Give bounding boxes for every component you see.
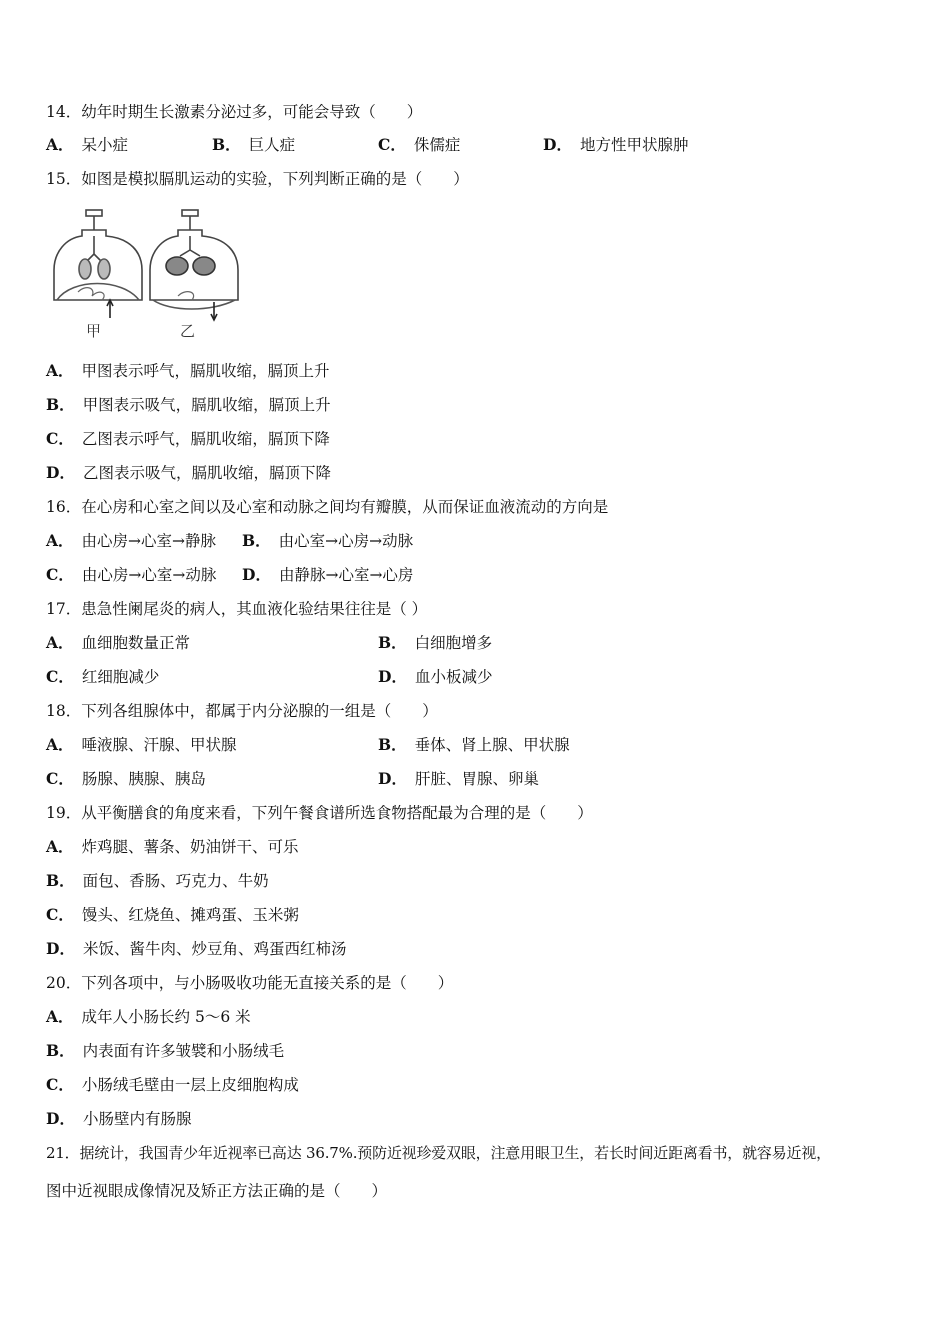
q16-option-d: D． 由静脉→心室→心房 [242,565,414,584]
jar-jia [54,210,142,318]
q18-option-c: C． 肠腺、胰腺、胰岛 [46,769,206,788]
q15-option-c: C． 乙图表示呼气，膈肌收缩，膈顶下降 [46,429,330,448]
q17-stem: 17．患急性阑尾炎的病人，其血液化验结果往往是（ ） [46,600,428,618]
jar-yi [150,210,238,320]
q14-option-d: D． 地方性甲状腺肿 [543,135,689,154]
q20-option-a: A． 成年人小肠长约 5～6 米 [46,1007,251,1026]
q18-option-b: B． 垂体、肾上腺、甲状腺 [378,735,570,754]
q20-option-c: C． 小肠绒毛壁由一层上皮细胞构成 [46,1075,299,1094]
q19-option-c: C． 馒头、红烧鱼、摊鸡蛋、玉米粥 [46,905,299,924]
q17-option-b: B． 白细胞增多 [378,633,493,652]
q17-option-d: D． 血小板减少 [378,667,493,686]
diaphragm-model-figure [52,208,282,343]
q15-option-a: A． 甲图表示呼气，膈肌收缩，膈顶上升 [46,361,330,380]
q18-stem: 18．下列各组腺体中，都属于内分泌腺的一组是（ ） [46,702,438,720]
q19-stem: 19．从平衡膳食的角度来看，下列午餐食谱所选食物搭配最为合理的是（ ） [46,804,593,822]
q15-option-d: D． 乙图表示吸气，膈肌收缩，膈顶下降 [46,463,331,482]
jar-jia-label: 甲 [86,322,102,340]
q18-option-a: A． 唾液腺、汗腺、甲状腺 [46,735,237,754]
q15-option-b: B． 甲图表示吸气，膈肌收缩，膈顶上升 [46,395,331,414]
q21-stem-line1: 21．据统计，我国青少年近视率已高达 36.7%.预防近视珍爱双眼，注意用眼卫生，若长时间近距离看书，就容易近视， [46,1144,831,1162]
q14-stem: 14．幼年时期生长激素分泌过多，可能会导致（ ） [46,103,423,121]
q20-option-d: D． 小肠壁内有肠腺 [46,1109,192,1128]
q14-option-c: C． 侏儒症 [378,135,461,154]
q16-stem: 16．在心房和心室之间以及心室和动脉之间均有瓣膜，从而保证血液流动的方向是 [46,498,609,516]
q21-stem-line2: 图中近视眼成像情况及矫正方法正确的是（ ） [46,1182,388,1200]
q15-stem: 15．如图是模拟膈肌运动的实验，下列判断正确的是（ ） [46,170,469,188]
jar-yi-label: 乙 [180,322,196,340]
q19-option-d: D． 米饭、酱牛肉、炒豆角、鸡蛋西红柿汤 [46,939,347,958]
q20-stem: 20．下列各项中，与小肠吸收功能无直接关系的是（ ） [46,974,454,992]
q16-option-a: A． 由心房→心室→静脉 [46,531,217,550]
q14-option-b: B． 巨人症 [212,135,296,154]
q16-option-b: B． 由心室→心房→动脉 [242,531,414,550]
q17-option-a: A． 血细胞数量正常 [46,633,191,652]
q20-option-b: B． 内表面有许多皱襞和小肠绒毛 [46,1041,285,1060]
q19-option-a: A． 炸鸡腿、薯条、奶油饼干、可乐 [46,837,299,856]
q16-option-c: C． 由心房→心室→动脉 [46,565,217,584]
q14-option-a: A． 呆小症 [46,135,129,154]
q17-option-c: C． 红细胞减少 [46,667,160,686]
q19-option-b: B． 面包、香肠、巧克力、牛奶 [46,871,269,890]
q18-option-d: D． 肝脏、胃腺、卵巢 [378,769,539,788]
